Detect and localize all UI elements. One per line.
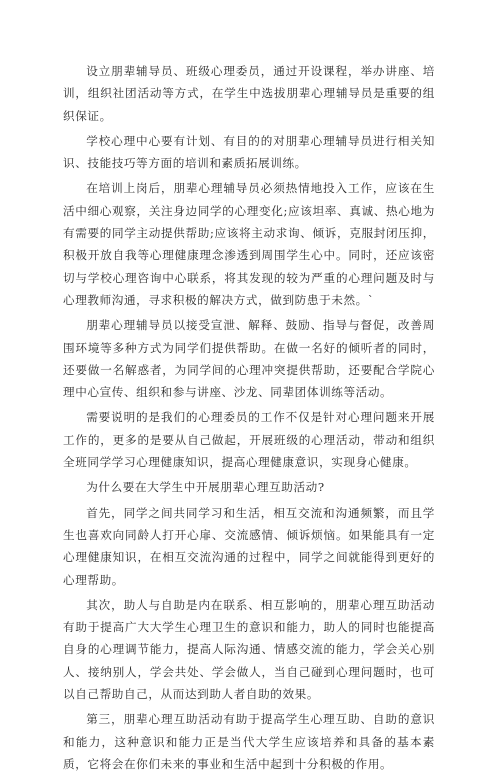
- paragraph-2: 学校心理中心要有计划、有目的的对朋辈心理辅导员进行相关知识、技能技巧等方面的培训和素质拓展训练。: [63, 133, 435, 171]
- paragraph-6-question: 为什么要在大学生中开展朋辈心理互助活动?: [86, 480, 325, 495]
- paragraph-4: 朋辈心理辅导员以接受宣泄、解释、鼓励、指导与督促，改善周围环境等多种方式为同学们提供帮助。在做一名好的倾听者的同时，还要做一名解惑者，为同学间的心理冲突提供帮助，还要配合学院心理中心宣传、组织和参与讲座、沙龙、同辈团体训练等活动。: [63, 318, 435, 400]
- paragraph-8: 其次，助人与自助是内在联系、相互影响的，朋辈心理互助活动有助于提高广大大学生心理卫生的意识和能力，助人的同时也能提高自身的心理调节能力，提高人际沟通、情感交流的能力，学会关心别人、接纳别人，学会共处、学会做人，当自己碰到心理问题时，也可以自己帮助自己，从而达到助人者自助的效果。: [63, 597, 435, 702]
- paragraph-9: 第三，朋辈心理互助活动有助于提高学生心理互助、自助的意识和能力，这种意识和能力正是当代大学生应该培养和具备的基本素质，它将会在你们未来的事业和生活中起到十分积极的作用。: [63, 712, 435, 771]
- document-body: [63, 60, 435, 778]
- paragraph-1: 设立朋辈辅导员、班级心理委员，通过开设课程，举办讲座、培训，组织社团活动等方式，在学生中选拔朋辈心理辅导员是重要的组织保证。: [63, 64, 435, 123]
- paragraph-3: 在培训上岗后，朋辈心理辅导员必须热情地投入工作，应该在生活中细心观察，关注身边同学的心理变化;应该坦率、真诚、热心地为有需要的同学主动提供帮助;应该将主动求询、倾诉，克服封闭压抑，积极开放自我等心理健康理念渗透到周围学生心中。同时，还应该密切与学校心理咨询中心联系，将其发现的较为严重的心理问题及时与心理教师沟通，寻求积极的解决方式，做到防患于未然。`: [63, 181, 435, 307]
- paragraph-7: 首先，同学之间共同学习和生活，相互交流和沟通频繁，而且学生也喜欢向同龄人打开心扉、交流感情、倾诉烦恼。如果能具有一定心理健康知识，在相互交流沟通的过程中，同学之间就能得到更好的心理帮助。: [63, 505, 435, 587]
- paragraph-5: 需要说明的是我们的心理委员的工作不仅是针对心理问题来开展工作的，更多的是要从自己做起，开展班级的心理活动，带动和组织全班同学学习心理健康知识，提高心理健康意识，实现身心健康。: [63, 410, 435, 470]
